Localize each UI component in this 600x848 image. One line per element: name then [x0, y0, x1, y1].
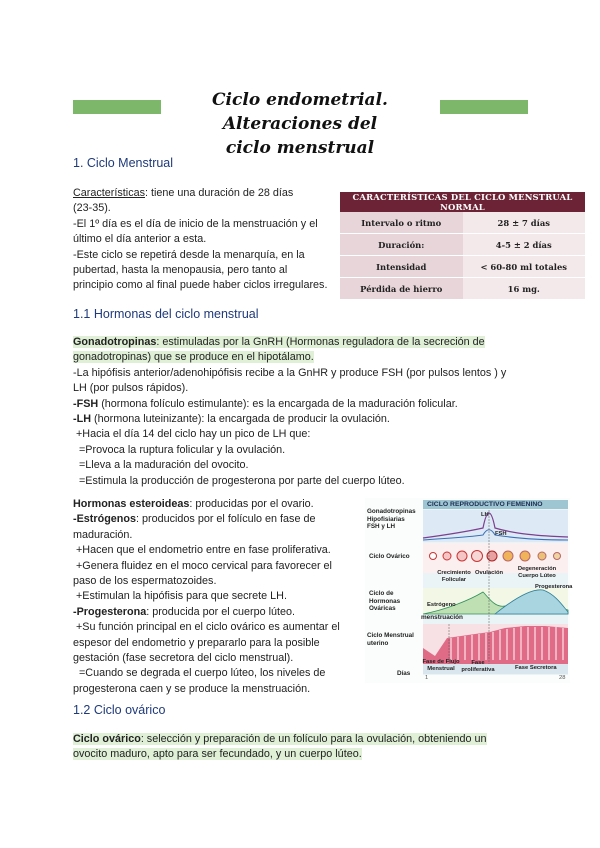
gonado-line-2: gonadotropinas) que se produce en el hipotálamo.: [73, 351, 314, 364]
gonado-line-6: (hormona luteinizante): la encargada de producir la ovulación.: [91, 413, 390, 426]
phase-secretory-label: Fase Secretora: [515, 665, 557, 671]
gonado-line-1: : estimuladas por la GnRH (Hormonas reguladora de la secreción de: [156, 336, 485, 348]
steroid-line-2: : producidos por el folículo en fase de: [136, 513, 316, 526]
figure-title: CICLO REPRODUCTIVO FEMENINO: [427, 501, 543, 508]
table-cell-key: Duración:: [340, 234, 463, 256]
gonadotropins-term: Gonadotropinas: [73, 336, 157, 348]
characteristics-line-1: : tiene una duración de 28 días: [145, 187, 294, 199]
table-cell-key: Pérdida de hierro: [340, 278, 463, 300]
phase-proliferative-label: Fase proliferativa: [461, 660, 495, 673]
characteristics-label: Características: [73, 187, 145, 199]
characteristics-line-4: último el día anterior a esta.: [73, 233, 207, 246]
characteristics-line-3: -El 1º día es el día de inicio de la menstruación y el: [73, 217, 318, 230]
growth-label: Crecimiento Folicular: [437, 570, 471, 583]
lh-label: LH: [481, 512, 489, 518]
estrogen-term: -Estrógenos: [73, 513, 136, 526]
title-bar-right: [440, 100, 528, 114]
table-cell-value: < 60-80 ml totales: [463, 256, 586, 278]
steroid-line-6: paso de los espermatozoides.: [73, 575, 217, 588]
ovarian-line-2: ovocito maduro, apto para ser fecundado, y un cuerpo lúteo.: [73, 748, 362, 761]
gonado-line-7: +Hacia el día 14 del ciclo hay un pico de LH que:: [73, 428, 311, 441]
title-line-1: Ciclo endometrial. Alteraciones del: [212, 90, 388, 134]
day-1-label: 1: [425, 675, 429, 681]
section-heading-1: 1. Ciclo Menstrual: [73, 156, 174, 170]
table-cell-value: 4-5 ± 2 días: [463, 234, 586, 256]
progesterone-term: -Progesterona: [73, 605, 147, 618]
steroid-line-8: : producida por el cuerpo lúteo.: [146, 605, 296, 618]
ovulation-label: Ovulación: [475, 570, 504, 576]
characteristics-line-7: principio como al final puede haber ciclos irregulares.: [73, 279, 328, 292]
section-heading-1-1: 1.1 Hormonas del ciclo menstrual: [73, 307, 259, 321]
gonado-line-8: =Provoca la ruptura folicular y la ovulación.: [73, 443, 286, 456]
gonado-line-5: (hormona folículo estimulante): es la encargada de la maduración folicular.: [98, 397, 458, 410]
table-cell-key: Intensidad: [340, 256, 463, 278]
steroid-line-10: espesor del endometrio y prepararlo para la posible: [73, 636, 320, 649]
table-cell-value: 16 mg.: [463, 278, 586, 300]
steroid-line-9: +Su función principal en el ciclo ovárico es aumentar el: [73, 621, 340, 634]
table-header: CARACTERÍSTICAS DEL CICLO MENSTRUAL NORMAL: [340, 192, 585, 212]
menstrual-cycle-table: [340, 192, 585, 300]
gonado-line-4: LH (por pulsos rápidos).: [73, 382, 189, 395]
gonado-line-3: -La hipófisis anterior/adenohipófisis recibe a la GnHR y produce FSH (por pulsos lentos ) y: [73, 366, 507, 379]
steroid-term: Hormonas esteroideas: [73, 498, 190, 510]
phase-menstrual-label: Fase de Flujo Menstrual: [422, 659, 460, 672]
section-heading-1-2: 1.2 Ciclo ovárico: [73, 703, 166, 717]
ovarian-line-1: : selección y preparación de un folículo para la ovulación, obteniendo un: [140, 733, 487, 745]
reproductive-cycle-figure: [365, 498, 573, 683]
characteristics-block: [73, 186, 327, 294]
row-label-days: Días: [397, 670, 411, 677]
fsh-term: -FSH: [73, 397, 99, 410]
characteristics-line-5: -Este ciclo se repetirá desde la menarquía, en la: [73, 248, 305, 261]
row-label-menstrual: Ciclo Menstrual uterino: [367, 632, 414, 647]
steroid-line-5: +Genera fluidez en el moco cervical para favorecer el: [73, 559, 332, 572]
gonado-line-10: =Estimula la producción de progesterona por parte del cuerpo lúteo.: [73, 474, 405, 487]
page-title: [150, 88, 450, 160]
steroid-line-4: +Hacen que el endometrio entre en fase proliferativa.: [73, 544, 331, 557]
steroid-line-13: progesterona caen y se produce la menstruación.: [73, 682, 311, 695]
steroid-block: [73, 497, 340, 697]
table-cell-value: 28 ± 7 días: [463, 212, 586, 234]
title-bar-left: [73, 100, 161, 114]
lh-term: -LH: [73, 413, 91, 426]
table-row: [340, 234, 585, 256]
table-row: [340, 212, 585, 234]
characteristics-line-6: pubertad, hasta la menopausia, pero tanto al: [73, 264, 288, 277]
steroid-line-12: =Cuando se degrada el cuerpo lúteo, los niveles de: [73, 667, 326, 680]
row-label-hormones: Ciclo de Hormonas Ováricas: [369, 590, 401, 612]
ovarian-cycle-term: Ciclo ovárico: [73, 733, 141, 745]
table-row: [340, 278, 585, 300]
gonadotropins-block: [73, 335, 506, 489]
ovarian-cycle-block: [73, 732, 487, 763]
steroid-line-11: gestación (fase secretora del ciclo menstrual).: [73, 652, 294, 665]
row-label-ovarian: Ciclo Ovárico: [369, 553, 410, 560]
fsh-label: FSH: [495, 531, 507, 537]
steroid-line-3: maduración.: [73, 528, 133, 541]
menstruation-label: menstruación: [421, 614, 463, 621]
table-cell-key: Intervalo o ritmo: [340, 212, 463, 234]
steroid-line-7: +Estimulan la hipófisis para que secrete LH.: [73, 590, 287, 603]
row-label-gonadotropins: Gonadotropinas Hipofisiarias FSH y LH: [367, 508, 416, 530]
day-28-label: 28: [559, 675, 566, 681]
table-row: [340, 256, 585, 278]
steroid-line-1: : producidas por el ovario.: [189, 498, 314, 510]
degeneration-label: Degeneración Cuerpo Lúteo: [517, 566, 557, 579]
gonado-line-9: =Lleva a la maduración del ovocito.: [73, 459, 249, 472]
estrogen-label: Estrógeno: [427, 602, 456, 608]
characteristics-line-2: (23-35).: [73, 202, 111, 215]
title-line-2: ciclo menstrual: [225, 138, 375, 158]
progesterone-label: Progesterona: [535, 584, 573, 590]
